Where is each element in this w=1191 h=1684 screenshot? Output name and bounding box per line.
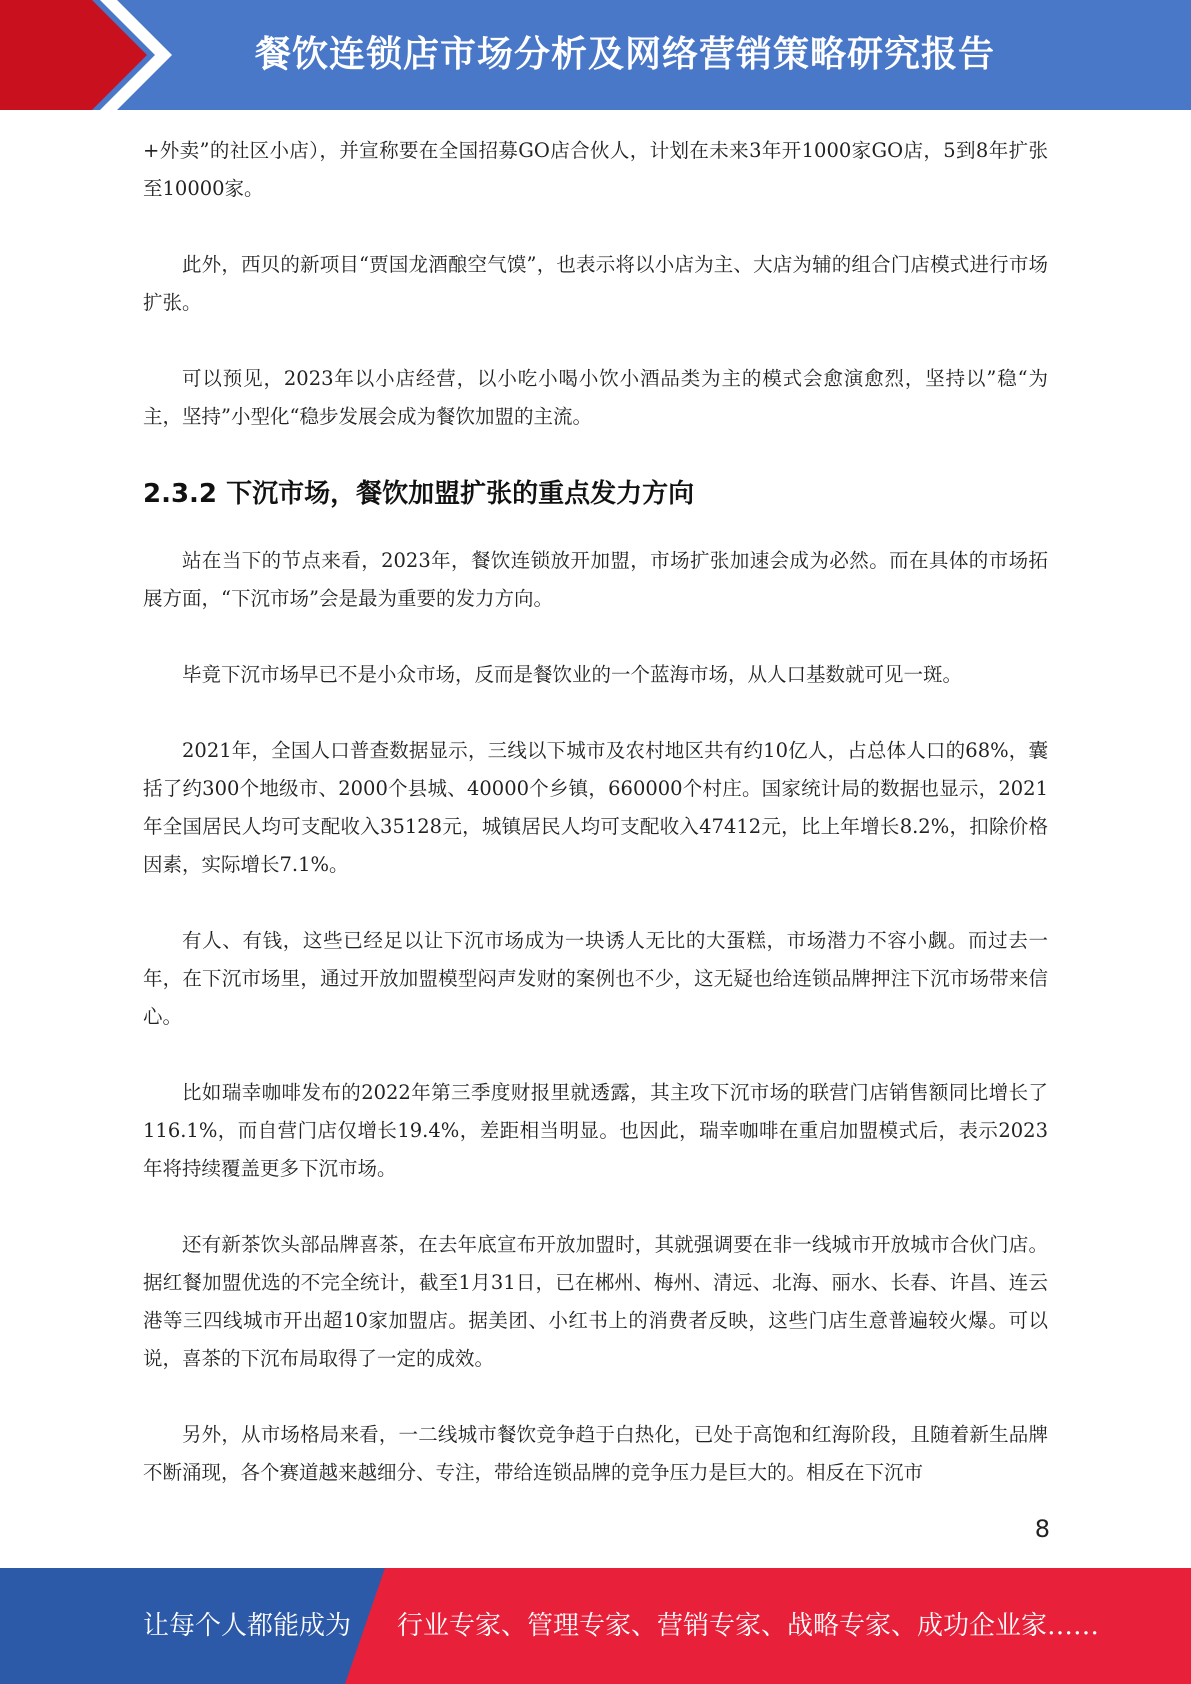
page-content [143, 132, 1048, 1530]
paragraph-group-after [143, 542, 1048, 1492]
body-paragraph: 有人、有钱，这些已经足以让下沉市场成为一块诱人无比的大蛋糕，市场潜力不容小觑。而过去一年，在下沉市场里，通过开放加盟模型闷声发财的案例也不少，这无疑也给连锁品牌押注下沉市场带来信心。 [143, 929, 1048, 1028]
footer-slogan-right: 行业专家、管理专家、营销专家、战略专家、成功企业家…… [397, 1611, 1100, 1641]
page-header [0, 0, 1191, 110]
body-paragraph: 还有新茶饮头部品牌喜茶，在去年底宣布开放加盟时，其就强调要在非一线城市开放城市合伙门店。据红餐加盟优选的不完全统计，截至1月31日，已在郴州、梅州、清远、北海、丽水、长春、许昌、连云港等三四线城市开出超10家加盟店。据美团、小红书上的消费者反映，这些门店生意普遍较火爆。可以说，喜茶的下沉布局取得了一定的成效。 [143, 1233, 1048, 1370]
section-heading: 2.3.2 下沉市场，餐饮加盟扩张的重点发力方向 [143, 479, 695, 509]
body-paragraph: 比如瑞幸咖啡发布的2022年第三季度财报里就透露，其主攻下沉市场的联营门店销售额同比增长了116.1%，而自营门店仅增长19.4%，差距相当明显。也因此，瑞幸咖啡在重启加盟模式后，表示2023年将持续覆盖更多下沉市场。 [143, 1081, 1048, 1180]
body-paragraph: 可以预见，2023年以小店经营，以小吃小喝小饮小酒品类为主的模式会愈演愈烈，坚持以”稳“为主，坚持”小型化“稳步发展会成为餐饮加盟的主流。 [143, 367, 1048, 428]
body-paragraph: 站在当下的节点来看，2023年，餐饮连锁放开加盟，市场扩张加速会成为必然。而在具体的市场拓展方面，“下沉市场”会是最为重要的发力方向。 [143, 549, 1048, 610]
body-paragraph: 另外，从市场格局来看，一二线城市餐饮竞争趋于白热化，已处于高饱和红海阶段，且随着新生品牌不断涌现，各个赛道越来越细分、专注，带给连锁品牌的竞争压力是巨大的。相反在下沉市 [143, 1423, 1048, 1484]
footer-slogan-left: 让每个人都能成为 [143, 1611, 352, 1641]
report-title: 餐饮连锁店市场分析及网络营销策略研究报告 [254, 34, 995, 75]
body-paragraph: 此外，西贝的新项目“贾国龙酒酿空气馍”，也表示将以小店为主、大店为辅的组合门店模式进行市场扩张。 [143, 253, 1048, 314]
body-paragraph: +外卖”的社区小店），并宣称要在全国招募GO店合伙人，计划在未来3年开1000家GO店，5到8年扩张至10000家。 [143, 139, 1048, 200]
paragraph-group-before [143, 132, 1048, 436]
page-number: 8 [1034, 1515, 1050, 1543]
body-paragraph: 2021年，全国人口普查数据显示，三线以下城市及农村地区共有约10亿人，占总体人口的68%，囊括了约300个地级市、2000个县城、40000个乡镇，660000个村庄。国家统计局的数据也显示，2021年全国居民人均可支配收入35128元，城镇居民人均可支配收入47412元，比上年增长8.2%，扣除价格因素，实际增长7.1%。 [143, 739, 1048, 876]
page-footer [0, 1568, 1191, 1684]
body-paragraph: 毕竟下沉市场早已不是小众市场，反而是餐饮业的一个蓝海市场，从人口基数就可见一斑。 [182, 663, 963, 686]
